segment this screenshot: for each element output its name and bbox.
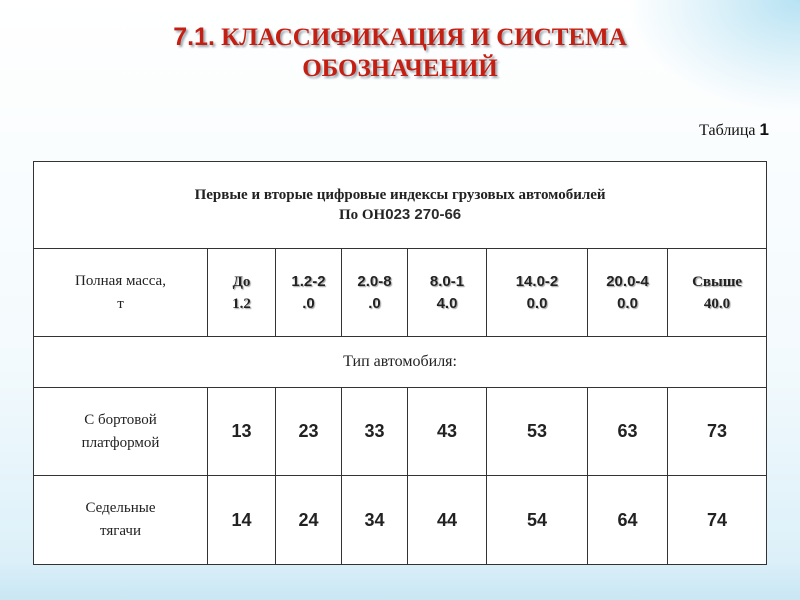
row-label-line2: платформой [81,434,160,451]
mass-row [34,249,767,337]
index-cell: 54 [487,476,588,565]
mass-range-line2: 0.0 [617,294,638,312]
mass-range-line2: 4.0 [436,294,458,312]
index-cell: 44 [408,476,487,565]
table-row [34,476,767,565]
mass-range-cell [276,249,342,337]
index-cell: 64 [588,476,668,565]
mass-range-cell [342,249,408,337]
index-cell: 53 [487,388,588,476]
mass-range-line1: 2.0-8 [357,272,392,290]
header-line1: Первые и вторые цифровые индексы грузовых автомобилей [194,187,606,203]
index-cell: 23 [276,388,342,476]
mass-range-line2: .0 [302,294,315,312]
mass-range-cell [487,249,588,337]
table-caption-number: 1 [759,120,769,139]
type-label-cell: Тип автомобиля: [34,337,767,388]
mass-range-cell [588,249,668,337]
mass-range-cell [208,249,276,337]
title-line2: ОБОЗНАЧЕНИЙ [302,55,498,82]
mass-range-line1: 8.0-1 [429,272,465,290]
mass-range-line2: 40.0 [703,295,731,312]
table-header-cell [34,162,767,249]
title-number: 7.1. [173,23,215,51]
classification-table [33,161,767,565]
mass-label-cell [34,249,208,337]
index-cell: 33 [342,388,408,476]
mass-label-line1: Полная масса, [75,272,166,289]
row-label-cell [34,388,208,476]
mass-range-line1: Свыше [692,273,743,290]
mass-range-cell [668,249,767,337]
title-line1: КЛАССИФИКАЦИЯ И СИСТЕМА [221,24,627,51]
type-row [34,337,767,388]
table-header-row [34,162,767,249]
mass-range-line2: .0 [368,294,381,312]
row-label-line1: С бортовой [84,411,157,428]
row-label-cell [34,476,208,565]
mass-range-line1: 14.0-2 [515,272,559,290]
mass-range-cell [408,249,487,337]
mass-range-line1: До [232,273,251,290]
mass-range-line1: 20.0-4 [606,272,649,290]
mass-range-line1: 1.2-2 [291,272,326,290]
index-cell: 13 [208,388,276,476]
mass-label-line2: т [117,295,124,312]
slide-title [0,22,800,84]
index-cell: 14 [208,476,276,565]
header-code: 023 270-66 [385,206,462,223]
table-caption-word: Таблица [699,122,756,139]
mass-range-line2: 0.0 [526,294,548,312]
background-bottom-gradient [0,560,800,600]
table-row [34,388,767,476]
header-prefix: По ОН [338,207,386,223]
index-cell: 74 [668,476,767,565]
index-cell: 34 [342,476,408,565]
index-cell: 73 [668,388,767,476]
index-cell: 43 [408,388,487,476]
mass-range-line2: 1.2 [232,295,251,312]
row-label-line2: тягачи [99,523,142,539]
table-caption [699,120,769,140]
row-label-line1: Седельные [85,500,156,516]
index-cell: 63 [588,388,668,476]
index-cell: 24 [276,476,342,565]
